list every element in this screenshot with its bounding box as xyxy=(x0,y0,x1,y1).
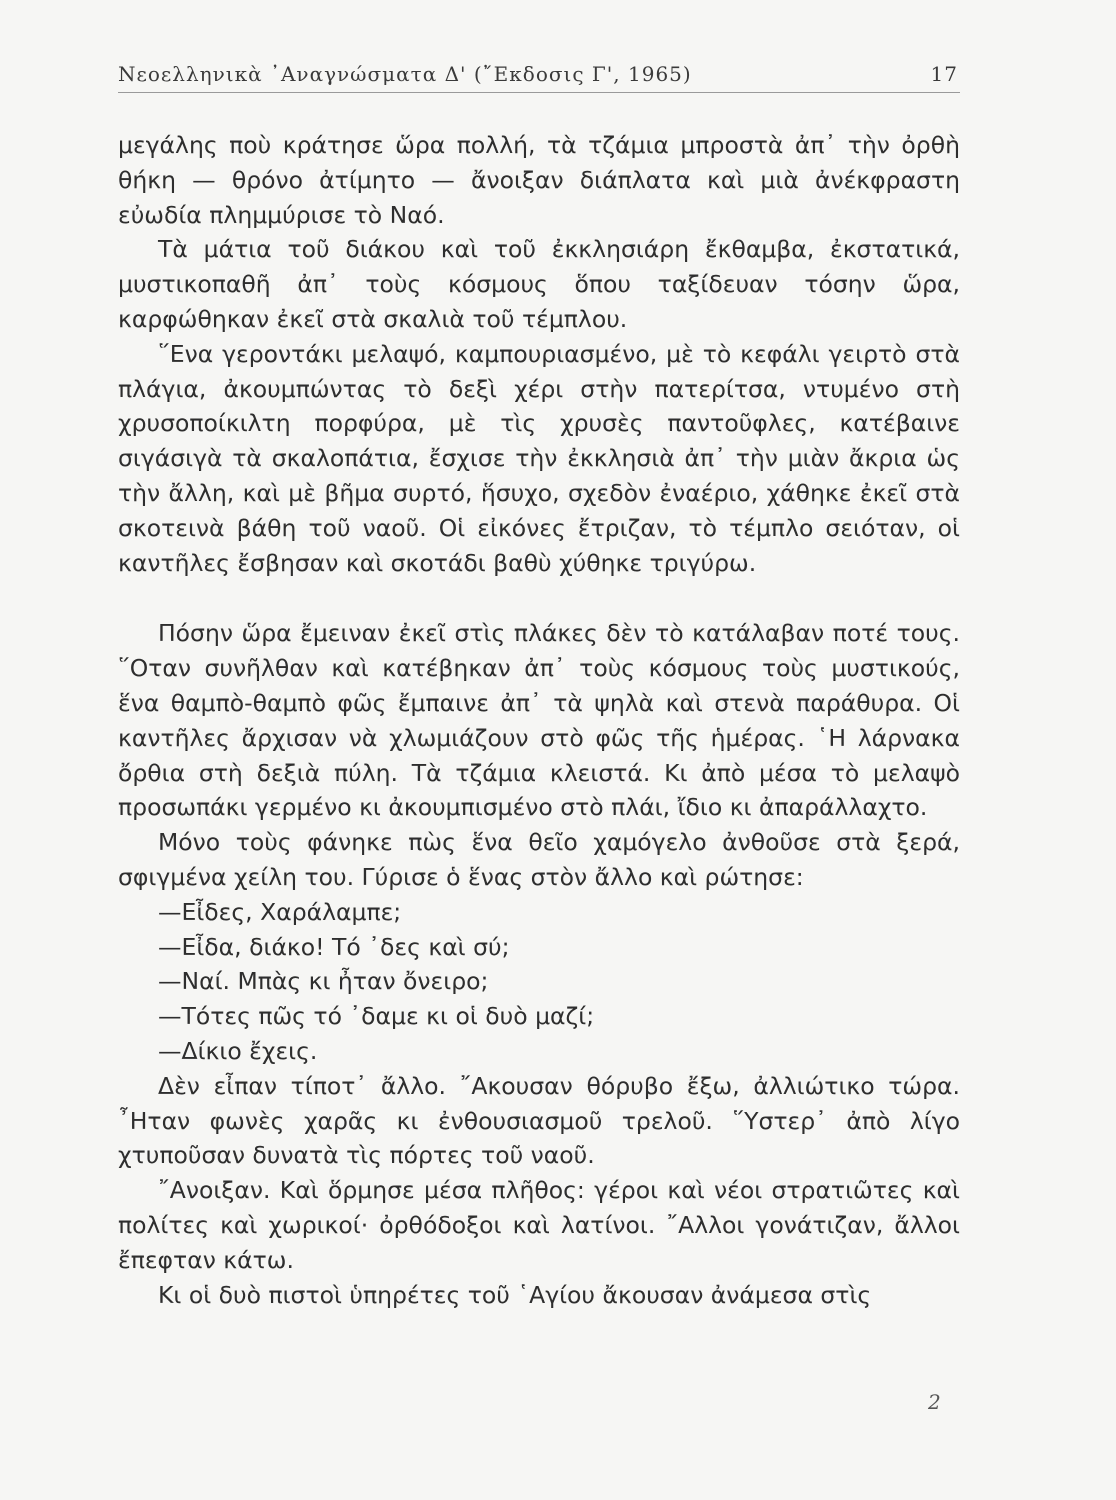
signature-mark: 2 xyxy=(928,1390,941,1414)
paragraph: μεγάλης ποὺ κράτησε ὥρα πολλή, τὰ τζάμια μπροστὰ ἀπ᾿ τὴν ὀρθὴ θήκη — θρόνο ἀτίμητο — ἄνοιξαν διάπλατα καὶ μιὰ ἀνέκφραστη εὐωδία πλημμύρισε τὸ Ναό. xyxy=(118,131,960,229)
paragraph: —Εἶδες, Χαράλαμπε; xyxy=(158,897,402,926)
running-header-title: Νεοελληνικὰ ᾿Αναγνώσματα Δ' (῎Εκδοσις Γ', 1965) xyxy=(118,62,692,86)
paragraph: Πόσην ὥρα ἔμειναν ἐκεῖ στὶς πλάκες δὲν τὸ κατάλαβαν ποτέ τους. ῞Οταν συνῆλθαν καὶ κατέβηκαν ἀπ᾿ τοὺς κόσμους τοὺς μυστικούς, ἕνα θαμπὸ-θαμπὸ φῶς ἔμπαινε ἀπ᾿ τὰ ψηλὰ καὶ στενὰ παράθυρα. Οἱ καντῆλες ἄρχισαν νὰ χλωμιάζουν στὸ φῶς τῆς ἡμέρας. ῾Η λάρνακα ὄρθια στὴ δεξιὰ πύλη. Τὰ τζάμια κλειστά. Κι ἀπὸ μέσα τὸ μελαψὸ προσωπάκι γερμένο κι ἀκουμπισμένο στὸ πλάι, ἴδιο κι ἀπαράλλαχτο. xyxy=(118,619,960,822)
header-rule xyxy=(118,92,960,93)
paragraph: —Εἶδα, διάκο! Τό ᾿δες καὶ σύ; xyxy=(158,932,510,961)
page-number: 17 xyxy=(930,62,958,86)
paragraph: ῞Ενα γεροντάκι μελαψό, καμπουριασμένο, μὲ τὸ κεφάλι γειρτὸ στὰ πλάγια, ἀκουμπώντας τὸ δεξὶ χέρι στὴν πατερίτσα, ντυμένο στὴ χρυσοποίκιλτη πορφύρα, μὲ τὶς χρυσὲς παντοῦφλες, κατέβαινε σιγάσιγὰ τὰ σκαλοπάτια, ἔσχισε τὴν ἐκκλησιὰ ἀπ᾿ τὴν μιὰν ἄκρια ὡς τὴν ἄλλη, καὶ μὲ βῆμα συρτό, ἥσυχο, σχεδὸν ἐναέριο, χάθηκε ἐκεῖ στὰ σκοτεινὰ βάθη τοῦ ναοῦ. Οἱ εἰκόνες ἔτριζαν, τὸ τέμπλο σειόταν, οἱ καντῆλες ἔσβησαν καὶ σκοτάδι βαθὺ χύθηκε τριγύρω. xyxy=(118,339,960,577)
paragraph: Κι οἱ δυὸ πιστοὶ ὑπηρέτες τοῦ ῾Αγίου ἄκουσαν ἀνάμεσα στὶς xyxy=(158,1280,872,1309)
paragraph: Μόνο τοὺς φάνηκε πὼς ἕνα θεῖο χαμόγελο ἀνθοῦσε στὰ ξερά, σφιγμένα χείλη του. Γύρισε ὁ ἕνας στὸν ἄλλο καὶ ρώτησε: xyxy=(118,828,960,891)
paragraph: Δὲν εἶπαν τίποτ᾿ ἄλλο. ῎Ακουσαν θόρυβο ἔξω, ἀλλιώτικο τώρα. ῏Ηταν φωνὲς χαρᾶς κι ἐνθουσιασμοῦ τρελοῦ. ῞Υστερ᾿ ἀπὸ λίγο χτυποῦσαν δυνατὰ τὶς πόρτες τοῦ ναοῦ. xyxy=(118,1071,960,1170)
paragraph: —Τότες πῶς τό ᾿δαμε κι οἱ δυὸ μαζί; xyxy=(158,1002,595,1031)
section-break xyxy=(118,580,960,616)
paragraph: —Ναί. Μπὰς κι ἦταν ὄνειρο; xyxy=(158,967,489,996)
body-text xyxy=(118,128,960,1312)
running-header xyxy=(118,58,960,90)
text-section-second xyxy=(118,616,960,1312)
text-section-first xyxy=(118,128,960,580)
paragraph: ῎Ανοιξαν. Καὶ ὅρμησε μέσα πλῆθος: γέροι καὶ νέοι στρατιῶτες καὶ πολίτες καὶ χωρικοί· ὀρθόδοξοι καὶ λατίνοι. ῎Αλλοι γονάτιζαν, ἄλλοι ἔπεφταν κάτω. xyxy=(118,1176,960,1274)
paragraph: —Δίκιο ἔχεις. xyxy=(158,1036,318,1065)
paragraph: Τὰ μάτια τοῦ διάκου καὶ τοῦ ἐκκλησιάρη ἔκθαμβα, ἐκστατικά, μυστικοπαθῆ ἀπ᾿ τοὺς κόσμους ὅπου ταξίδευαν τόσην ὥρα, καρφώθηκαν ἐκεῖ στὰ σκαλιὰ τοῦ τέμπλου. xyxy=(118,235,960,333)
